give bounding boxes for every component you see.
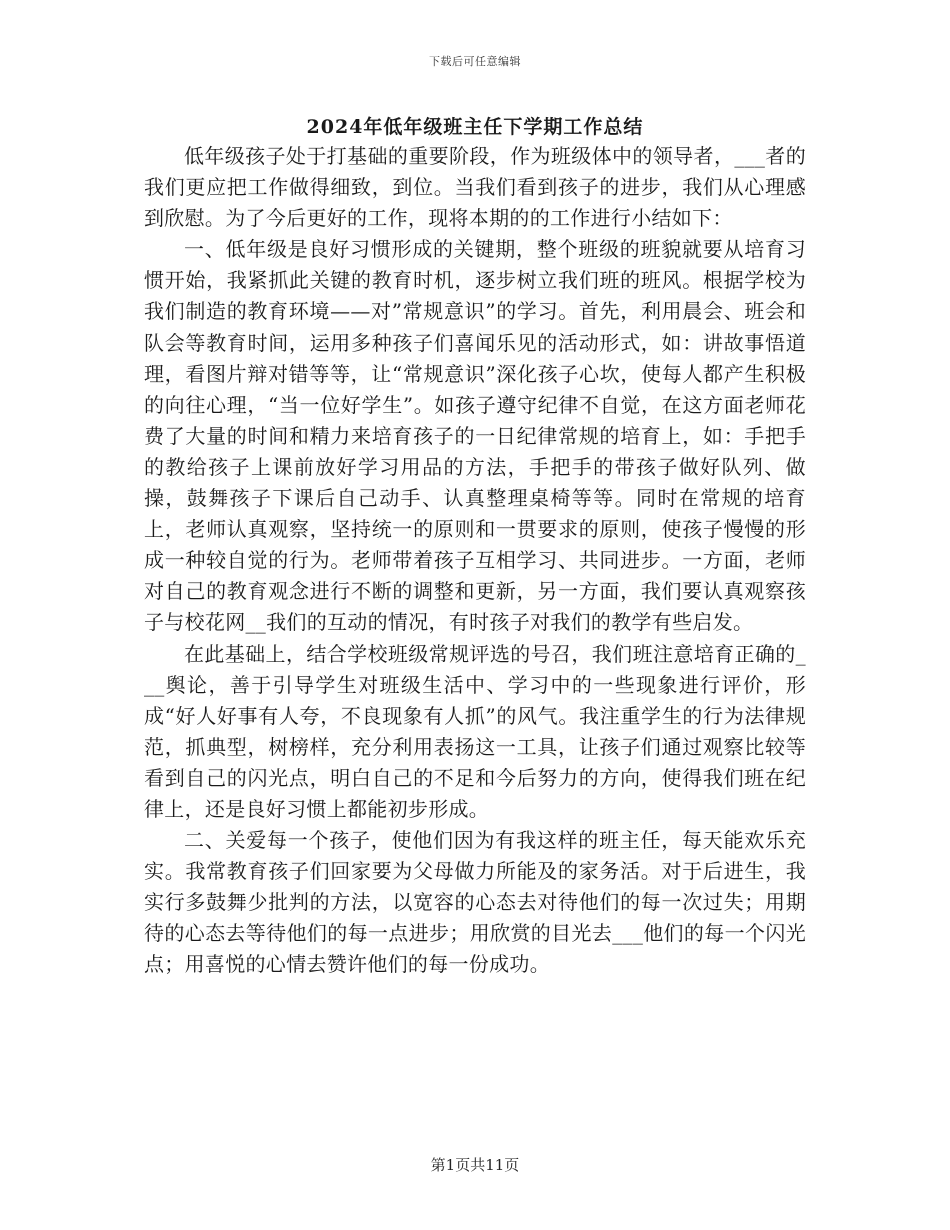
- document-body: [144, 141, 806, 981]
- paragraph-intro: 低年级孩子处于打基础的重要阶段，作为班级体中的领导者，___者的我们更应把工作做得细致，到位。当我们看到孩子的进步，我们从心理感到欣慰。为了今后更好的工作，现将本期的的工作进行小结如下：: [144, 144, 806, 231]
- page-number-footer: 第1页共11页: [430, 1156, 520, 1174]
- paragraph-section-two: 二、关爱每一个孩子，使他们因为有我这样的班主任，每天能欢乐充实。我常教育孩子们回家要为父母做力所能及的家务活。对于后进生，我实行多鼓舞少批判的方法，以宽容的心态去对待他们的每一次过失；用期待的心态去等待他们的每一点进步；用欣赏的目光去___他们的每一个闪光点；用喜悦的心情去赞许他们的每一份成功。: [144, 828, 806, 977]
- document-title: 2024年低年级班主任下学期工作总结: [306, 116, 644, 138]
- paragraph-foundation: 在此基础上，结合学校班级常规评选的号召，我们班注意培育正确的___舆论，善于引导学生对班级生活中、学习中的一些现象进行评价，形成“好人好事有人夸，不良现象有人抓”的风气。我注重学生的行为法律规范，抓典型，树榜样，充分利用表扬这一工具，让孩子们通过观察比较等看到自己的闪光点，明白自己的不足和今后努力的方向，使得我们班在纪律上，还是良好习惯上都能初步形成。: [144, 641, 806, 821]
- header-note: 下载后可任意编辑: [429, 55, 521, 68]
- paragraph-section-one: 一、低年级是良好习惯形成的关键期，整个班级的班貌就要从培育习惯开始，我紧抓此关键的教育时机，逐步树立我们班的班风。根据学校为我们制造的教育环境——对”常规意识”的学习。首先，利用晨会、班会和队会等教育时间，运用多种孩子们喜闻乐见的活动形式，如：讲故事悟道理，看图片辩对错等等，让“常规意识”深化孩子心坎，使每人都产生积极的向往心理，“当一位好学生”。如孩子遵守纪律不自觉，在这方面老师花费了大量的时间和精力来培育孩子的一日纪律常规的培育上，如：手把手的教给孩子上课前放好学习用品的方法，手把手的带孩子做好队列、做操，鼓舞孩子下课后自己动手、认真整理桌椅等等。同时在常规的培育上，老师认真观察，坚持统一的原则和一贯要求的原则，使孩子慢慢的形成一种较自觉的行为。老师带着孩子互相学习、共同进步。一方面，老师对自己的教育观念进行不断的调整和更新，另一方面，我们要认真观察孩子与校花网__我们的互动的情况，有时孩子对我们的教学有些启发。: [144, 237, 806, 635]
